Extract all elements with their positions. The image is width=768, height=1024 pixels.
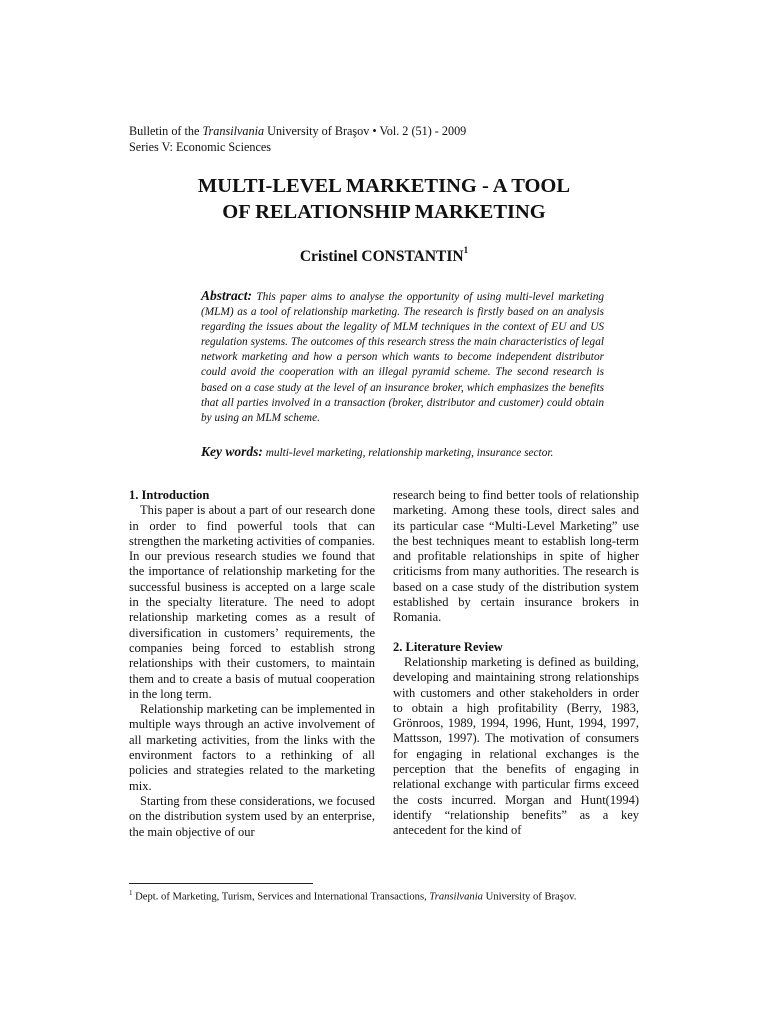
keywords-text: multi-level marketing, relationship marketing, insurance sector. xyxy=(265,447,554,459)
journal-header xyxy=(129,123,466,155)
footnote-text-post: University of Braşov. xyxy=(482,891,577,903)
author-footnote-mark: 1 xyxy=(463,245,469,255)
footnote-text: Dept. of Marketing, Turism, Services and International Transactions, xyxy=(132,891,430,903)
journal-series: Series V: Economic Sciences xyxy=(129,140,272,154)
paragraph: Relationship marketing is defined as building, developing and maintaining strong relationships with customers and other stakeholders in order to obtain a high profitability (Berry, 1983, Grönroos, 1989, 1994, 1996, Hunt, 1994, 1997, Mattsson, 1997). The motivation of consumers for engaging in relational exchanges is the perception that the benefits of engaging in relational exchange with particular firms exceed the costs incurred. Morgan and Hunt(1994) identify “relationship benefits” as a key antecedent for the kind of xyxy=(393,654,639,838)
header-text: Bulletin of the xyxy=(129,124,203,138)
footnote xyxy=(129,889,576,903)
keywords xyxy=(201,444,621,460)
abstract xyxy=(201,288,604,426)
right-column xyxy=(393,488,639,839)
left-column xyxy=(129,488,375,840)
section-heading-introduction: 1. Introduction xyxy=(129,488,210,502)
footnote-mark: 1 xyxy=(129,889,133,897)
paper-title xyxy=(0,173,768,225)
paragraph: research being to find better tools of relationship marketing. Among these tools, direct sales and its particular case “Multi-Level Marketing” use the best techniques meant to establish long-term and profitable relationships in spite of higher criticisms from many authorities. The research is based on a case study of the distribution system established by certain insurance brokers in Romania. xyxy=(393,488,639,625)
author-name xyxy=(0,247,768,266)
header-italic: Transilvania xyxy=(202,124,265,138)
title-line-1: MULTI-LEVEL MARKETING - A TOOL xyxy=(197,175,571,197)
header-text-post: University of Braşov • Vol. 2 (51) - 2009 xyxy=(264,124,467,138)
footnote-italic: Transilvania xyxy=(429,891,483,903)
paragraph: Relationship marketing can be implemented in multiple ways through an active involvement of all marketing activities, from the links with the environment factors to a rethinking of all policies and strategies related to the marketing mix. xyxy=(129,702,375,793)
abstract-text: This paper aims to analyse the opportunity of using multi-level marketing (MLM) as a tool of relationship marketing. The research is firstly based on an analysis regarding the issues about the legality of MLM techniques in the context of EU and US regulation systems. The outcomes of this research stress the main characteristics of legal network marketing and how a person which wants to become independent distributor could avoid the cooperation with an illegal pyramid scheme. The second research is based on a case study at the level of an insurance broker, which emphasizes the benefits that all parties involved in a transaction (broker, distributor and customer) could obtain by using an MLM scheme. xyxy=(201,291,604,424)
keywords-label: Key words: xyxy=(201,444,263,459)
paragraph: This paper is about a part of our research done in order to find powerful tools that can strengthen the marketing activities of companies. In our previous research studies we found that the importance of relationship marketing for the successful business is accepted on a large scale in the specialty literature. The need to adopt relationship marketing comes as a result of diversification in customers’ requirements, the companies being forced to establish strong relationships with their customers, to maintain them and to create a basis of mutual cooperation in the long term. xyxy=(129,503,375,701)
section-heading-literature-review: 2. Literature Review xyxy=(393,639,503,654)
abstract-label: Abstract: xyxy=(201,288,253,303)
title-line-2: OF RELATIONSHIP MARKETING xyxy=(222,201,546,223)
journal-header-line1 xyxy=(129,123,466,139)
paragraph: Starting from these considerations, we focused on the distribution system used by an enterprise, the main objective of our xyxy=(129,793,375,839)
footnote-divider xyxy=(129,883,313,884)
author-text: Cristinel CONSTANTIN xyxy=(299,248,464,266)
